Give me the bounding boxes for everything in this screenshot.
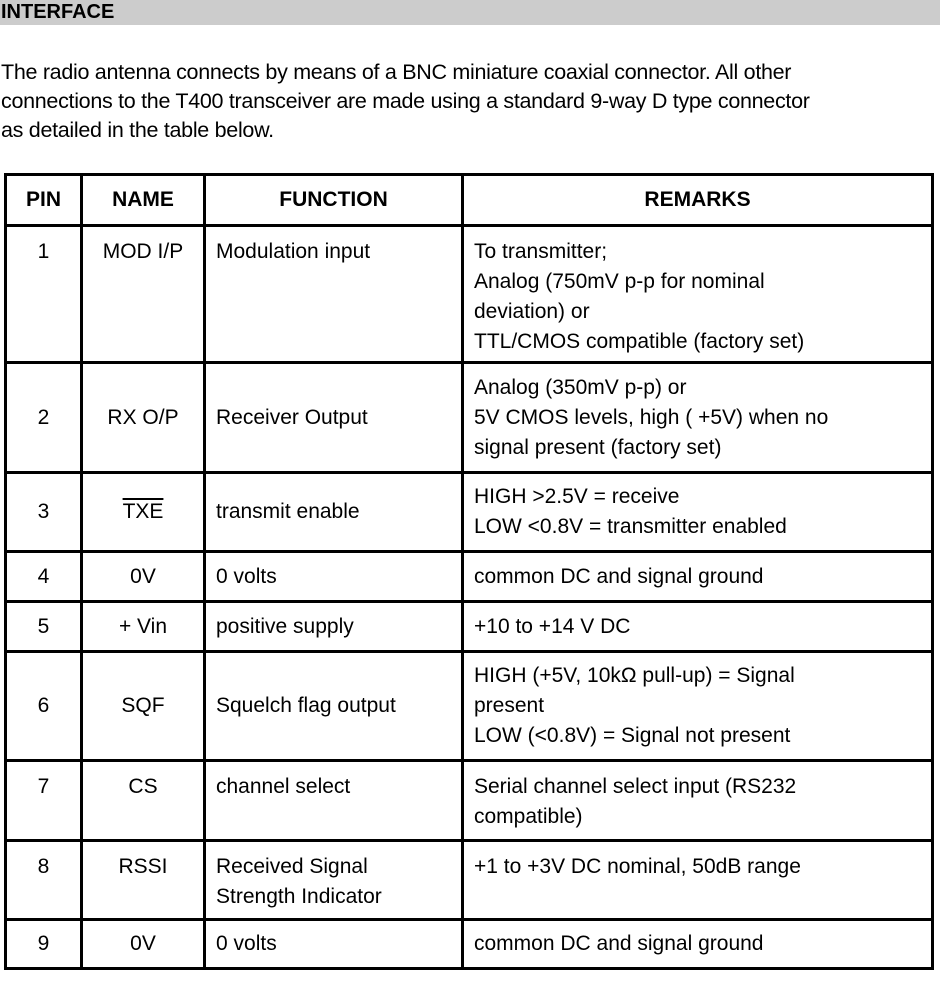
remarks-cell-line: Serial channel select input (RS232	[474, 775, 797, 798]
intro-paragraph	[1, 58, 940, 145]
function-cell	[205, 602, 463, 652]
function-cell-line: Receiver Output	[216, 405, 368, 429]
intro-line: The radio antenna connects by means of a BNC miniature coaxial connector. All other	[1, 60, 792, 84]
pin-cell	[6, 652, 82, 761]
name-cell	[82, 552, 205, 602]
remarks-cell-line: +10 to +14 V DC	[474, 614, 631, 638]
function-cell-line: Squelch flag output	[216, 694, 396, 717]
pin-cell	[6, 761, 82, 841]
name-cell-text: + Vin	[118, 614, 168, 638]
table-row	[6, 552, 933, 602]
function-cell	[205, 920, 463, 969]
pin-cell	[6, 473, 82, 552]
pin-cell-text: 7	[37, 775, 50, 798]
pin-cell	[6, 602, 82, 652]
table-row	[6, 602, 933, 652]
remarks-cell-line: Analog (350mV p-p) or	[474, 375, 687, 399]
section-heading: INTERFACE	[0, 0, 940, 25]
header-function: FUNCTION	[205, 175, 463, 226]
function-cell	[205, 473, 463, 552]
function-cell	[205, 761, 463, 841]
remarks-cell	[463, 602, 933, 652]
name-cell	[82, 473, 205, 552]
name-cell-text: MOD I/P	[102, 240, 184, 263]
remarks-cell-line: present	[474, 694, 545, 717]
pin-cell-text: 8	[37, 855, 50, 878]
intro-line: connections to the T400 transceiver are made using a standard 9-way D type connector	[1, 89, 810, 113]
remarks-cell	[463, 552, 933, 602]
table-row	[6, 841, 933, 920]
pin-cell-text: 4	[37, 564, 50, 588]
pin-cell-text: 6	[37, 694, 50, 717]
name-cell	[82, 761, 205, 841]
name-cell	[82, 363, 205, 473]
name-cell-text: CS	[128, 775, 158, 798]
remarks-cell-line: common DC and signal ground	[474, 564, 764, 588]
function-cell-line: positive supply	[216, 614, 354, 638]
header-pin: PIN	[6, 175, 82, 226]
table-row	[6, 226, 933, 363]
table-row	[6, 920, 933, 969]
remarks-cell	[463, 652, 933, 761]
table-row	[6, 473, 933, 552]
pin-cell-text: 5	[37, 614, 50, 638]
remarks-cell	[463, 473, 933, 552]
remarks-cell-line: deviation) or	[474, 300, 590, 323]
header-name: NAME	[82, 175, 205, 226]
pin-cell-text: 9	[37, 932, 50, 955]
remarks-cell-line: HIGH (+5V, 10kΩ pull-up) = Signal	[474, 664, 795, 687]
name-cell	[82, 226, 205, 363]
intro-line: as detailed in the table below.	[1, 118, 274, 142]
name-cell-text: SQF	[121, 694, 165, 717]
name-cell-text: 0V	[130, 932, 156, 955]
pin-cell-text: 3	[37, 500, 50, 523]
name-cell	[82, 841, 205, 920]
remarks-cell	[463, 761, 933, 841]
remarks-cell-line: compatible)	[474, 805, 583, 828]
remarks-cell	[463, 363, 933, 473]
remarks-cell-line: 5V CMOS levels, high ( +5V) when no	[474, 405, 829, 429]
function-cell-line: Received Signal	[216, 855, 368, 878]
remarks-cell-line: +1 to +3V DC nominal, 50dB range	[474, 855, 801, 878]
function-cell	[205, 552, 463, 602]
remarks-cell-line: HIGH >2.5V = receive	[474, 485, 680, 508]
name-cell-text: 0V	[130, 564, 156, 588]
remarks-cell-line: LOW <0.8V = transmitter enabled	[474, 515, 787, 538]
table-row	[6, 652, 933, 761]
remarks-cell-line: signal present (factory set)	[474, 435, 722, 459]
table-row	[6, 761, 933, 841]
remarks-cell-line: common DC and signal ground	[474, 932, 764, 955]
function-cell	[205, 841, 463, 920]
function-cell-line: 0 volts	[216, 932, 277, 955]
pin-cell	[6, 363, 82, 473]
function-cell-line: Strength Indicator	[216, 885, 382, 908]
pin-cell-text: 2	[37, 405, 50, 429]
name-cell-text: RSSI	[118, 855, 168, 878]
pin-cell	[6, 226, 82, 363]
name-cell-text: $\overline{TXE}$	[122, 500, 164, 523]
name-cell	[82, 602, 205, 652]
pin-cell	[6, 841, 82, 920]
pin-cell	[6, 552, 82, 602]
function-cell	[205, 226, 463, 363]
pin-cell	[6, 920, 82, 969]
remarks-cell	[463, 841, 933, 920]
table-row	[6, 363, 933, 473]
remarks-cell-line: TTL/CMOS compatible (factory set)	[474, 330, 805, 353]
name-cell	[82, 652, 205, 761]
remarks-cell	[463, 920, 933, 969]
function-cell	[205, 363, 463, 473]
remarks-cell-line: To transmitter;	[474, 240, 608, 263]
remarks-cell-line: Analog (750mV p-p for nominal	[474, 270, 765, 293]
function-cell-line: transmit enable	[216, 500, 360, 523]
header-remarks: REMARKS	[463, 175, 933, 226]
name-cell-text: RX O/P	[107, 405, 179, 429]
remarks-cell	[463, 226, 933, 363]
table-header-row	[6, 175, 933, 226]
remarks-cell-line: LOW (<0.8V) = Signal not present	[474, 724, 791, 747]
function-cell-line: Modulation input	[216, 240, 371, 263]
function-cell-line: 0 volts	[216, 564, 277, 588]
function-cell-line: channel select	[216, 775, 351, 798]
function-cell	[205, 652, 463, 761]
pin-table	[4, 173, 934, 970]
name-cell	[82, 920, 205, 969]
pin-cell-text: 1	[37, 240, 50, 263]
